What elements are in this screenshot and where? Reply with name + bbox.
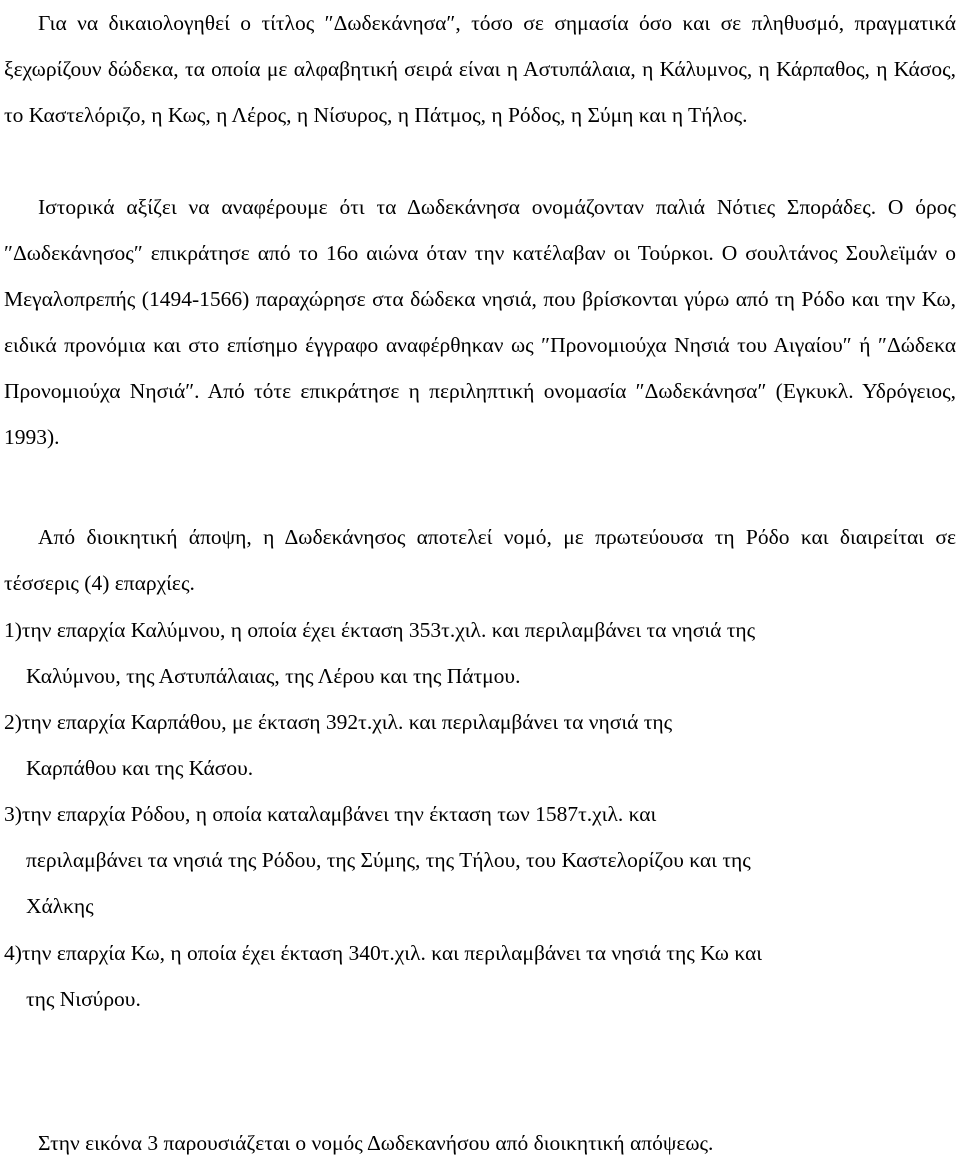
paragraph-text: Για να δικαιολογηθεί ο τίτλος ″Δωδεκάνησα″, τόσο σε σημασία όσο και σε πληθυσμό, πραγματικά ξεχωρίζουν δώδεκα, τα οποία με αλφαβητική σειρά είναι η Αστυπάλαια, η Κάλυμνος, η Κάρπαθος, η Κάσος, το Καστελόριζο, η Κως, η Λέρος, η Νίσυρος, η Πάτμος, η Ρόδος, η Σύμη και η Τήλος. (4, 11, 956, 127)
closing-sentence: Στην εικόνα 3 παρουσιάζεται ο νομός Δωδεκανήσου από διοικητική απόψεως. (38, 1131, 714, 1155)
paragraph-administration (4, 514, 956, 606)
list-item-text: Καλύμνου, της Αστυπάλαιας, της Λέρου και της Πάτμου. (26, 664, 521, 688)
list-item-text: 4)την επαρχία Κω, η οποία έχει έκταση 340τ.χιλ. και περιλαμβάνει τα νησιά της Κω και (4, 941, 763, 965)
list-item-province-rhodes (4, 791, 956, 929)
list-item-province-kalymnos (4, 607, 956, 699)
list-item-text: 2)την επαρχία Καρπάθου, με έκταση 392τ.χιλ. και περιλαμβάνει τα νησιά της (4, 710, 673, 734)
list-item-text: της Νισύρου. (26, 987, 141, 1011)
paragraph-dodecanese-title (4, 0, 956, 138)
list-item-text: Χάλκης (26, 894, 94, 918)
paragraph-text: Από διοικητική άποψη, η Δωδεκάνησος αποτελεί νομό, με πρωτεύουσα τη Ρόδο και διαιρείται σε τέσσερις (4) επαρχίες. (4, 525, 956, 595)
list-item-text: 1)την επαρχία Καλύμνου, η οποία έχει έκταση 353τ.χιλ. και περιλαμβάνει τα νησιά της (4, 618, 756, 642)
list-item-province-karpathos (4, 699, 956, 791)
list-item-province-kos (4, 930, 956, 1022)
paragraph-history (4, 184, 956, 460)
list-item-text: 3)την επαρχία Ρόδου, η οποία καταλαμβάνει την έκταση των 1587τ.χιλ. και (4, 802, 657, 826)
list-item-text: περιλαμβάνει τα νησιά της Ρόδου, της Σύμης, της Τήλου, του Καστελορίζου και της (26, 848, 751, 872)
paragraph-text: Ιστορικά αξίζει να αναφέρουμε ότι τα Δωδεκάνησα ονομάζονταν παλιά Νότιες Σποράδες. Ο όρος ″Δωδεκάνησος″ επικράτησε από το 16ο αιώνα όταν την κατέλαβαν οι Τούρκοι. Ο σουλτάνος Σουλεϊμάν ο Μεγαλοπρεπής (1494-1566) παραχώρησε στα δώδεκα νησιά, που βρίσκονται γύρω από τη Ρόδο και την Κω, ειδικά προνόμια και στο επίσημο έγγραφο αναφέρθηκαν ως ″Προνομιούχα Νησιά του Αιγαίου″ ή ″Δώδεκα Προνομιούχα Νησιά″. Από τότε επικράτησε η περιληπτική ονομασία ″Δωδεκάνησα″ (Εγκυκλ. Υδρόγειος, 1993). (4, 195, 956, 449)
list-item-text: Καρπάθου και της Κάσου. (26, 756, 254, 780)
